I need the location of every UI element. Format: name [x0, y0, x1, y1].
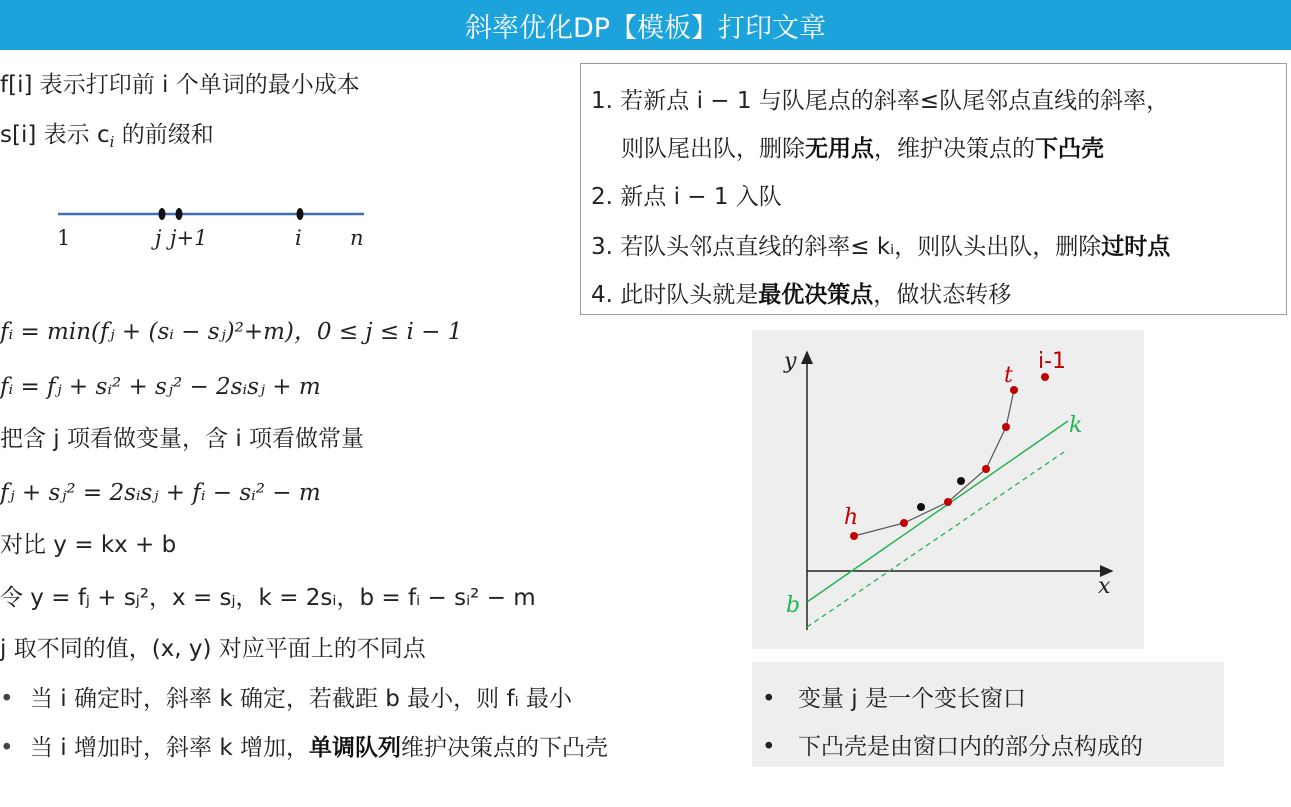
equation-2: fᵢ = fⱼ + sᵢ² + sⱼ² − 2sᵢsⱼ + m: [0, 374, 321, 400]
page-title: [0, 0, 1291, 50]
label-k: k: [1069, 413, 1083, 438]
def-s-tail: 的前缀和: [114, 122, 214, 148]
step-4-bold: 最优决策点: [758, 282, 874, 308]
note-2-text: 下凸壳是由窗口内的部分点构成的: [798, 734, 1143, 760]
tick-i: [297, 208, 304, 220]
equation-3: 把含 j 项看做变量，含 i 项看做常量: [0, 426, 365, 452]
note-1: [762, 680, 1026, 713]
step-1b-bold1: 无用点: [805, 136, 874, 162]
bullet-item-1: [0, 684, 572, 714]
label-b: b: [786, 593, 801, 618]
label-x: x: [1098, 574, 1111, 599]
step-1b-bold2: 下凸壳: [1035, 136, 1104, 162]
tick-j1: [176, 208, 183, 220]
bullet-2-text-b: 维护决策点的下凸壳: [400, 735, 608, 761]
equation-7: j 取不同的值，(x, y) 对应平面上的不同点: [0, 636, 426, 662]
def-s-text: s[i] 表示 c: [0, 122, 110, 148]
step-4: [591, 276, 1011, 309]
def-s-sub: i: [109, 133, 115, 151]
equation-5: 对比 y = kx + b: [0, 532, 177, 558]
label-i-1: i-1: [1038, 349, 1067, 374]
step-1b-mid: ，维护决策点的: [874, 136, 1035, 162]
point-hull-3: [944, 498, 952, 506]
point-hull-4: [982, 465, 990, 473]
bullet-dot: •: [0, 686, 14, 712]
line-dashed: [807, 452, 1064, 627]
axis-label-i: i: [295, 226, 302, 250]
point-hull-2: [900, 519, 908, 527]
step-3: [591, 228, 1170, 261]
step-1a: 1. 若新点 i − 1 与队尾点的斜率≤队尾邻点直线的斜率，: [591, 88, 1170, 114]
tick-j: [159, 208, 166, 220]
step-1b: [621, 130, 1104, 163]
convex-hull-graph: [752, 330, 1144, 649]
note-2: [762, 728, 1143, 761]
step-3-pre: 3. 若队头邻点直线的斜率≤ kᵢ，则队头出队，删除: [591, 234, 1102, 260]
label-y: y: [784, 349, 797, 374]
bullet-item-2: [0, 733, 608, 763]
bullet-2-text-a: 当 i 增加时，斜率 k 增加，: [30, 735, 309, 761]
step-4-pre: 4. 此时队头就是: [591, 282, 759, 308]
step-1b-pre: 则队尾出队，删除: [621, 136, 805, 162]
number-line: [0, 180, 420, 260]
equation-1: fᵢ = min(fⱼ + (sᵢ − sⱼ)²+m)，0 ≤ j ≤ i − 1: [0, 319, 463, 345]
axis-label-j1: j+1: [170, 226, 208, 250]
point-black-1: [917, 503, 925, 511]
point-h: [850, 532, 858, 540]
bullet-2-bold: 单调队列: [308, 735, 401, 761]
steps-box: [580, 63, 1287, 315]
title-text: 斜率优化DP【模板】打印文章: [464, 12, 827, 44]
note-bullet: •: [762, 686, 776, 712]
bullet-1-text: 当 i 确定时，斜率 k 确定，若截距 b 最小，则 fᵢ 最小: [30, 686, 573, 712]
def-s: [0, 120, 214, 157]
axis-label-j: j: [155, 226, 162, 250]
point-black-2: [957, 477, 965, 485]
graph-svg: [752, 330, 1144, 649]
note-bullet: •: [762, 734, 776, 760]
label-t: t: [1004, 363, 1013, 388]
axis-label-n: n: [350, 226, 364, 250]
equation-6: 令 y = fⱼ + sⱼ²，x = sⱼ，k = 2sᵢ，b = fᵢ − sᵢ² − m: [0, 585, 536, 611]
step-2: 2. 新点 i − 1 入队: [591, 184, 782, 210]
point-i-1: [1041, 373, 1049, 381]
label-h: h: [844, 505, 859, 530]
step-4-post: ，做状态转移: [873, 282, 1012, 308]
axis-label-1: 1: [57, 226, 71, 250]
note-1-text: 变量 j 是一个变长窗口: [798, 686, 1027, 712]
notes-panel: [752, 662, 1224, 767]
def-f: f[i] 表示打印前 i 个单词的最小成本: [0, 72, 360, 98]
equation-4: fⱼ + sⱼ² = 2sᵢsⱼ + fᵢ − sᵢ² − m: [0, 480, 321, 506]
bullet-dot: •: [0, 735, 14, 761]
point-hull-5: [1002, 423, 1010, 431]
step-3-bold: 过时点: [1101, 234, 1171, 260]
